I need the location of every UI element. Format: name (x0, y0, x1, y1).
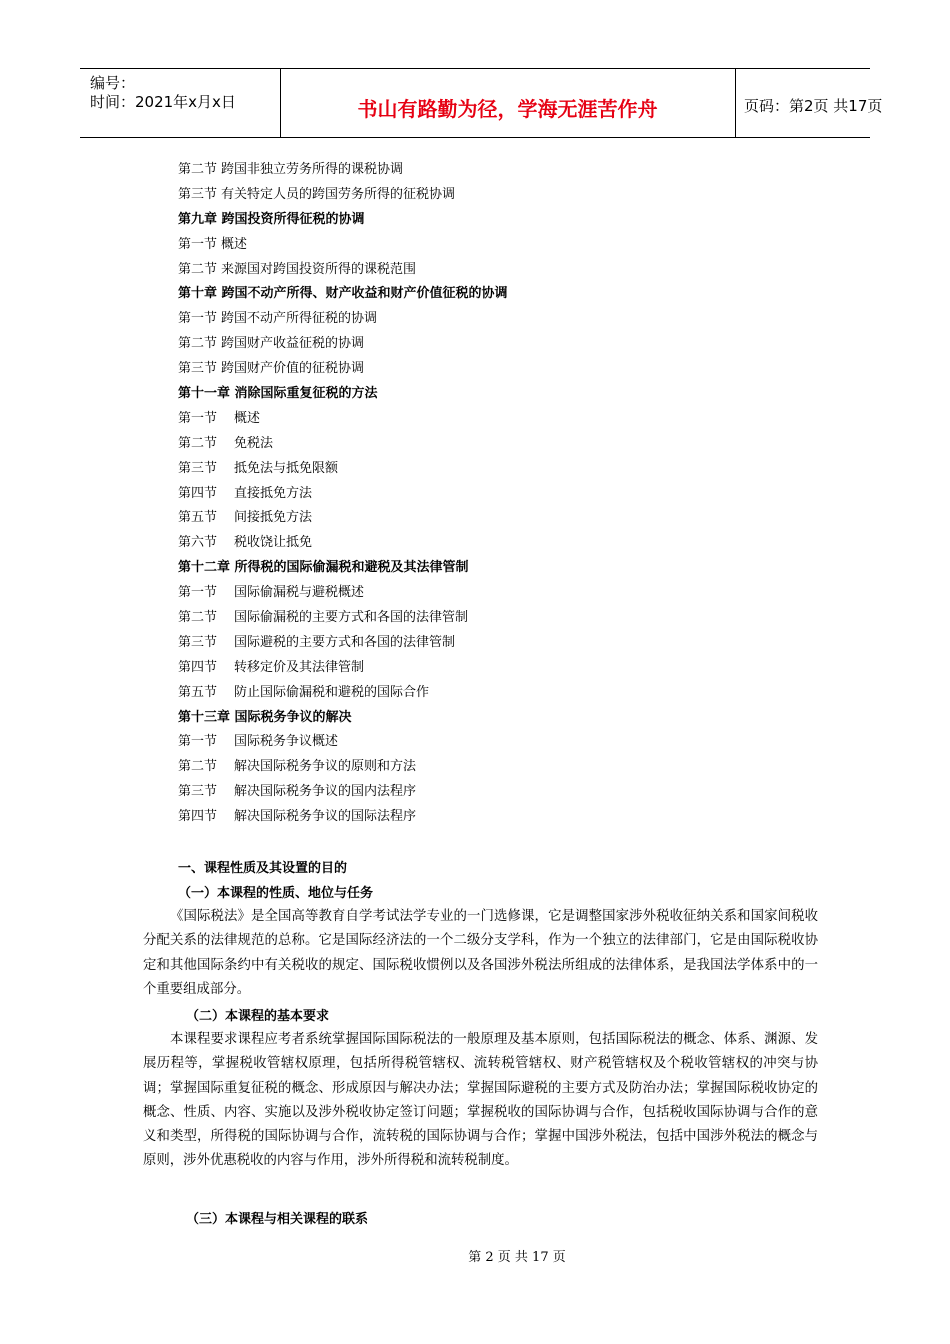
toc-section (178, 780, 508, 805)
toc-section-number: 第三节 (178, 361, 218, 377)
header-meta-cell (80, 69, 281, 137)
toc-section (178, 631, 508, 656)
toc-section (178, 158, 508, 183)
toc-section-number: 第一节 (178, 311, 218, 327)
toc-section (178, 531, 508, 556)
toc-section-number: 第四节 (178, 659, 218, 675)
toc-section-title: 抵免法与抵免限额 (234, 460, 339, 476)
toc-section-title: 跨国财产收益征税的协调 (221, 336, 365, 352)
toc-section-title: 国际偷漏税与避税概述 (234, 585, 365, 601)
toc-section-title: 概述 (221, 236, 248, 252)
toc-section-title: 国际税务争议概述 (234, 734, 339, 750)
toc-section (178, 606, 508, 631)
toc-section-number: 第三节 (178, 186, 218, 202)
toc-chapter: 第十章 跨国不动产所得、财产收益和财产价值征税的协调 (178, 286, 508, 302)
toc-section-title: 免税法 (234, 435, 274, 451)
toc-section (178, 681, 508, 706)
subheading-requirements: （二）本课程的基本要求 (186, 1009, 330, 1024)
header-motto-cell (280, 69, 736, 137)
toc-section-title: 转移定价及其法律管制 (234, 659, 365, 675)
toc-section-number: 第五节 (178, 510, 218, 526)
paragraph-nature: 《国际税法》是全国高等教育自学考试法学专业的一门选修课，它是调整国家涉外税收征纳关系和国家间税收分配关系的法律规范的总称。它是国际经济法的一个二级分支学科，作为一个独立的法律部门，它是由国际税收协定和其他国际条约中有关税收的规定、国际税收惯例以及各国涉外税法所组成的法律体系，是我国法学体系中的一个重要组成部分。 (143, 909, 818, 997)
header-motto: 书山有路勤为径，学海无涯苦作舟 (357, 97, 658, 121)
toc-section-title: 国际偷漏税的主要方式和各国的法律管制 (234, 610, 469, 626)
toc-section-number: 第一节 (178, 585, 218, 601)
toc-section-number: 第四节 (178, 485, 218, 501)
toc-section-number: 第二节 (178, 610, 218, 626)
toc-section (178, 332, 508, 357)
toc-section-title: 防止国际偷漏税和避税的国际合作 (234, 684, 430, 700)
toc-section-number: 第一节 (178, 410, 218, 426)
toc-section (178, 258, 508, 283)
toc-chapter: 第十三章 国际税务争议的解决 (178, 709, 352, 725)
toc-section-title: 解决国际税务争议的原则和方法 (234, 759, 417, 775)
toc-section-title: 间接抵免方法 (234, 510, 313, 526)
subheading-nature-status: （一）本课程的性质、地位与任务 (178, 886, 374, 901)
toc-section-title: 税收饶让抵免 (234, 535, 313, 551)
toc-section (178, 432, 508, 457)
toc-section (178, 183, 508, 208)
toc-section-title: 国际避税的主要方式和各国的法律管制 (234, 634, 456, 650)
toc-section (178, 407, 508, 432)
toc-section-number: 第四节 (178, 809, 218, 825)
paragraph-requirements: 本课程要求课程应考者系统掌握国际国际税法的一般原理及基本原则，包括国际税法的概念、体系、渊源、发展历程等，掌握税收管辖权原理，包括所得税管辖权、流转税管辖权、财产税管辖权及个税收管辖权的冲突与协调；掌握国际重复征税的概念、形成原因与解决办法；掌握国际避税的主要方式及防治办法；掌握国际税收协定的概念、性质、内容、实施以及涉外税收协定签订问题；掌握税收的国际协调与合作，包括税收国际协调与合作的意义和类型，所得税的国际协调与合作，流转税的国际协调与合作；掌握中国涉外税法，包括中国涉外税法的概念与原则，涉外优惠税收的内容与作用，涉外所得税和流转税制度。 (143, 1032, 818, 1169)
toc-section-title: 来源国对跨国投资所得的课税范围 (221, 261, 417, 277)
section-heading-nature: 一、课程性质及其设置的目的 (178, 861, 348, 876)
toc-section-number: 第一节 (178, 734, 218, 750)
header-page-cell (735, 69, 883, 137)
toc-section-title: 跨国非独立劳务所得的课税协调 (221, 162, 404, 177)
toc-section (178, 357, 508, 382)
toc-section (178, 457, 508, 482)
page-header (80, 68, 883, 138)
toc-section-number: 第一节 (178, 236, 218, 252)
toc-section-number: 第三节 (178, 634, 218, 650)
doc-date-label: 时间：2021年x月x日 (90, 93, 236, 111)
toc-section-number: 第二节 (178, 336, 218, 352)
page-footer (0, 1246, 950, 1265)
toc-section-number: 第五节 (178, 684, 218, 700)
doc-code-label: 编号： (90, 74, 136, 92)
table-of-contents (178, 158, 508, 830)
toc-section (178, 307, 508, 332)
toc-chapter: 第十二章 所得税的国际偷漏税和避税及其法律管制 (178, 560, 469, 576)
subheading-related-courses: （三）本课程与相关课程的联系 (186, 1212, 369, 1227)
footer-page-number: 第 2 页 共 17 页 (468, 1250, 566, 1265)
toc-section (178, 233, 508, 258)
toc-section-number: 第二节 (178, 759, 218, 775)
toc-section-number: 第三节 (178, 784, 218, 800)
toc-section-title: 解决国际税务争议的国际法程序 (234, 809, 417, 825)
toc-section-title: 直接抵免方法 (234, 485, 313, 501)
toc-section-number: 第二节 (178, 261, 218, 277)
toc-section-title: 跨国财产价值的征税协调 (221, 361, 365, 377)
toc-section-title: 解决国际税务争议的国内法程序 (234, 784, 417, 800)
toc-section-number: 第三节 (178, 460, 218, 476)
toc-chapter: 第九章 跨国投资所得征税的协调 (178, 211, 365, 227)
toc-chapter: 第十一章 消除国际重复征税的方法 (178, 386, 378, 402)
toc-section-title: 有关特定人员的跨国劳务所得的征税协调 (221, 186, 456, 202)
toc-section (178, 482, 508, 507)
toc-section-title: 跨国不动产所得征税的协调 (221, 311, 378, 327)
toc-section-number: 第二节 (178, 435, 218, 451)
toc-section-title: 概述 (234, 410, 261, 426)
header-page-info: 页码：第2页 共17页 (744, 97, 883, 115)
toc-section-number: 第六节 (178, 535, 218, 551)
toc-section (178, 730, 508, 755)
toc-section (178, 506, 508, 531)
toc-section-number: 第二节 (178, 162, 218, 177)
toc-section (178, 755, 508, 780)
toc-section (178, 581, 508, 606)
toc-section (178, 656, 508, 681)
toc-section (178, 805, 508, 830)
